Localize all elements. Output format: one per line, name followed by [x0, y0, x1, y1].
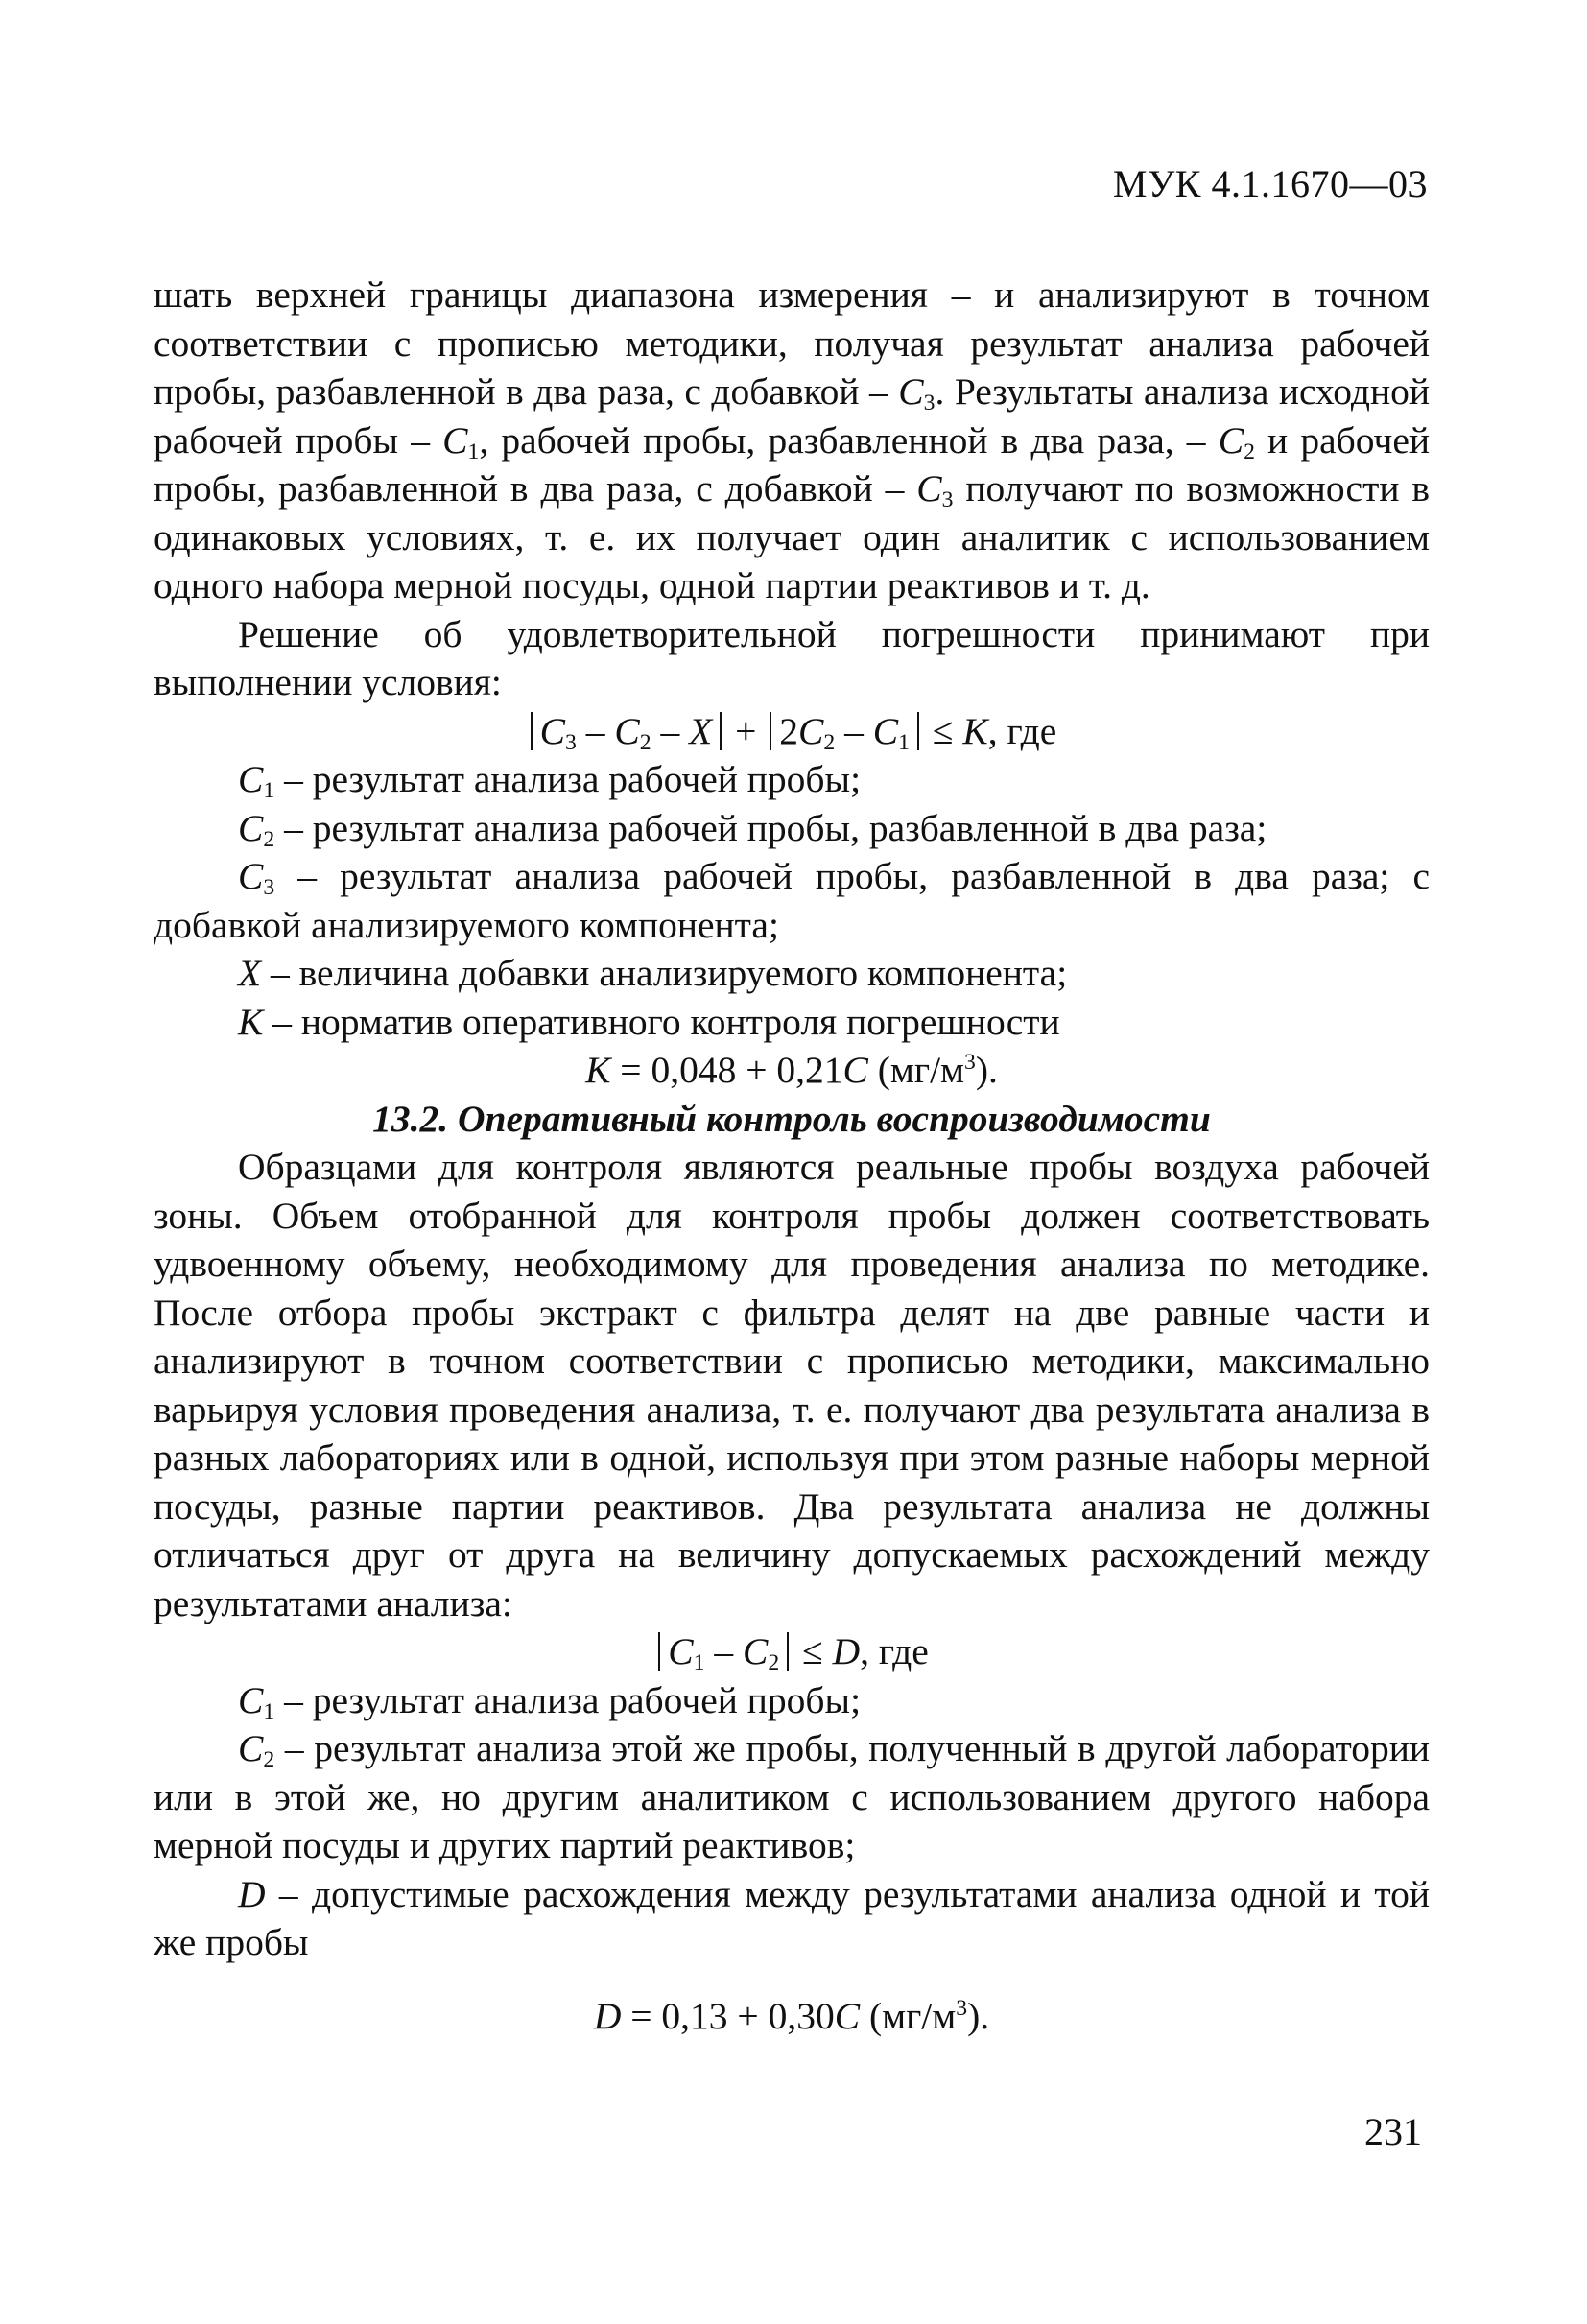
- subscript: 3: [923, 391, 936, 415]
- leq-sign: ≤: [922, 709, 963, 752]
- text-run: , где: [987, 709, 1057, 752]
- absolute-value-3: $C_1 - C_2$: [658, 1632, 789, 1671]
- variable: C: [442, 418, 468, 462]
- definition-c1: $C_1$ – результат анализа рабочей пробы;: [238, 758, 862, 803]
- formula-d-norm: D = 0,13 + 0,30C $(мг/м^3)$.: [593, 1994, 990, 2037]
- absolute-value-1: $C_3 - C_2$ – X: [531, 712, 722, 750]
- page-body: [154, 271, 1430, 2040]
- definition-x: X – величина добавки анализируемого компонента;: [238, 952, 1068, 994]
- definition-d: D – допустимые расхождения между результатами анализа одной и той же пробы: [154, 1872, 1430, 1963]
- definition-c2-repro: $C_2$ – результат анализа этой же пробы, полученный в другой лаборатории или в этой же, но другим аналитиком с использованием другого набора мерной посуды и других партий реактивов;: [154, 1727, 1430, 1866]
- paragraph-condition: Решение об удовлетворительной погрешности принимают при выполнении условия:: [154, 612, 1430, 703]
- plus-sign: +: [725, 709, 767, 752]
- text-run: , рабочей пробы, разбавленной в два раза, –: [479, 418, 1219, 462]
- subscript: 2: [1244, 439, 1255, 464]
- formula-accuracy-condition: [154, 707, 1430, 756]
- absolute-value-2: $2C_2 - C_1$: [770, 712, 919, 750]
- text-run: шать верхней границы диапазона измерения – и анализируют в точном соответствии с прописью методики, получая результат анализа рабочей пробы, разбавленной в два раза, с добавкой –: [154, 273, 1430, 413]
- section-title: 13.2. Оперативный контроль воспроизводимости: [372, 1097, 1211, 1140]
- document-code: МУК 4.1.1670—03: [1112, 162, 1428, 205]
- variable: K: [962, 709, 988, 752]
- formula-reproducibility-condition: $C_1 - C_2 \le D$, где: [154, 1627, 1430, 1676]
- definition-c3: $C_3$ – результат анализа рабочей пробы, разбавленной в два раза; с добавкой анализируемого компонента;: [154, 855, 1430, 946]
- text-run: . Результаты анализа исходной рабочей пробы –: [154, 370, 1430, 462]
- definition-k: K – норматив оперативного контроля погрешности: [238, 1000, 1060, 1043]
- variable: C: [1218, 418, 1244, 462]
- definition-c1-repro: $C_1$ – результат анализа рабочей пробы;: [238, 1678, 862, 1724]
- text-run: получают по возможности в одинаковых условиях, т. е. их получает один аналитик с использованием одного набора мерной посуды, одной партии реактивов и т. д.: [154, 467, 1430, 606]
- variable: C: [898, 370, 924, 413]
- page-number: 231: [1364, 2110, 1422, 2153]
- definition-c2: $C_2$ – результат анализа рабочей пробы, разбавленной в два раза;: [238, 806, 1267, 852]
- formula-k-norm: K = 0,048 + 0,21C $(мг/м^3)$.: [585, 1049, 998, 1091]
- text-run: и рабочей пробы, разбавленной в два раза, с добавкой –: [154, 418, 1430, 510]
- subscript: 3: [941, 487, 954, 512]
- subscript: 1: [467, 439, 480, 464]
- paragraph-continuation: [154, 271, 1430, 610]
- variable: C: [916, 467, 942, 510]
- paragraph-reproducibility: Образцами для контроля являются реальные пробы воздуха рабочей зоны. Объем отобранной для контроля пробы должен соответствовать удвоенному объему, необходимому для проведения анализа по методике. После отбора пробы экстракт с фильтра делят на две равные части и анализируют в точном соответствии с прописью методики, максимально варьируя условия проведения анализа, т. е. получают два результата анализа в разных лабораториях или в одной, используя при этом разные наборы мерной посуды, разные партии реактивов. Два результата анализа не должны отличаться друг от друга на величину допускаемых расхождений между результатами анализа:: [154, 1146, 1430, 1624]
